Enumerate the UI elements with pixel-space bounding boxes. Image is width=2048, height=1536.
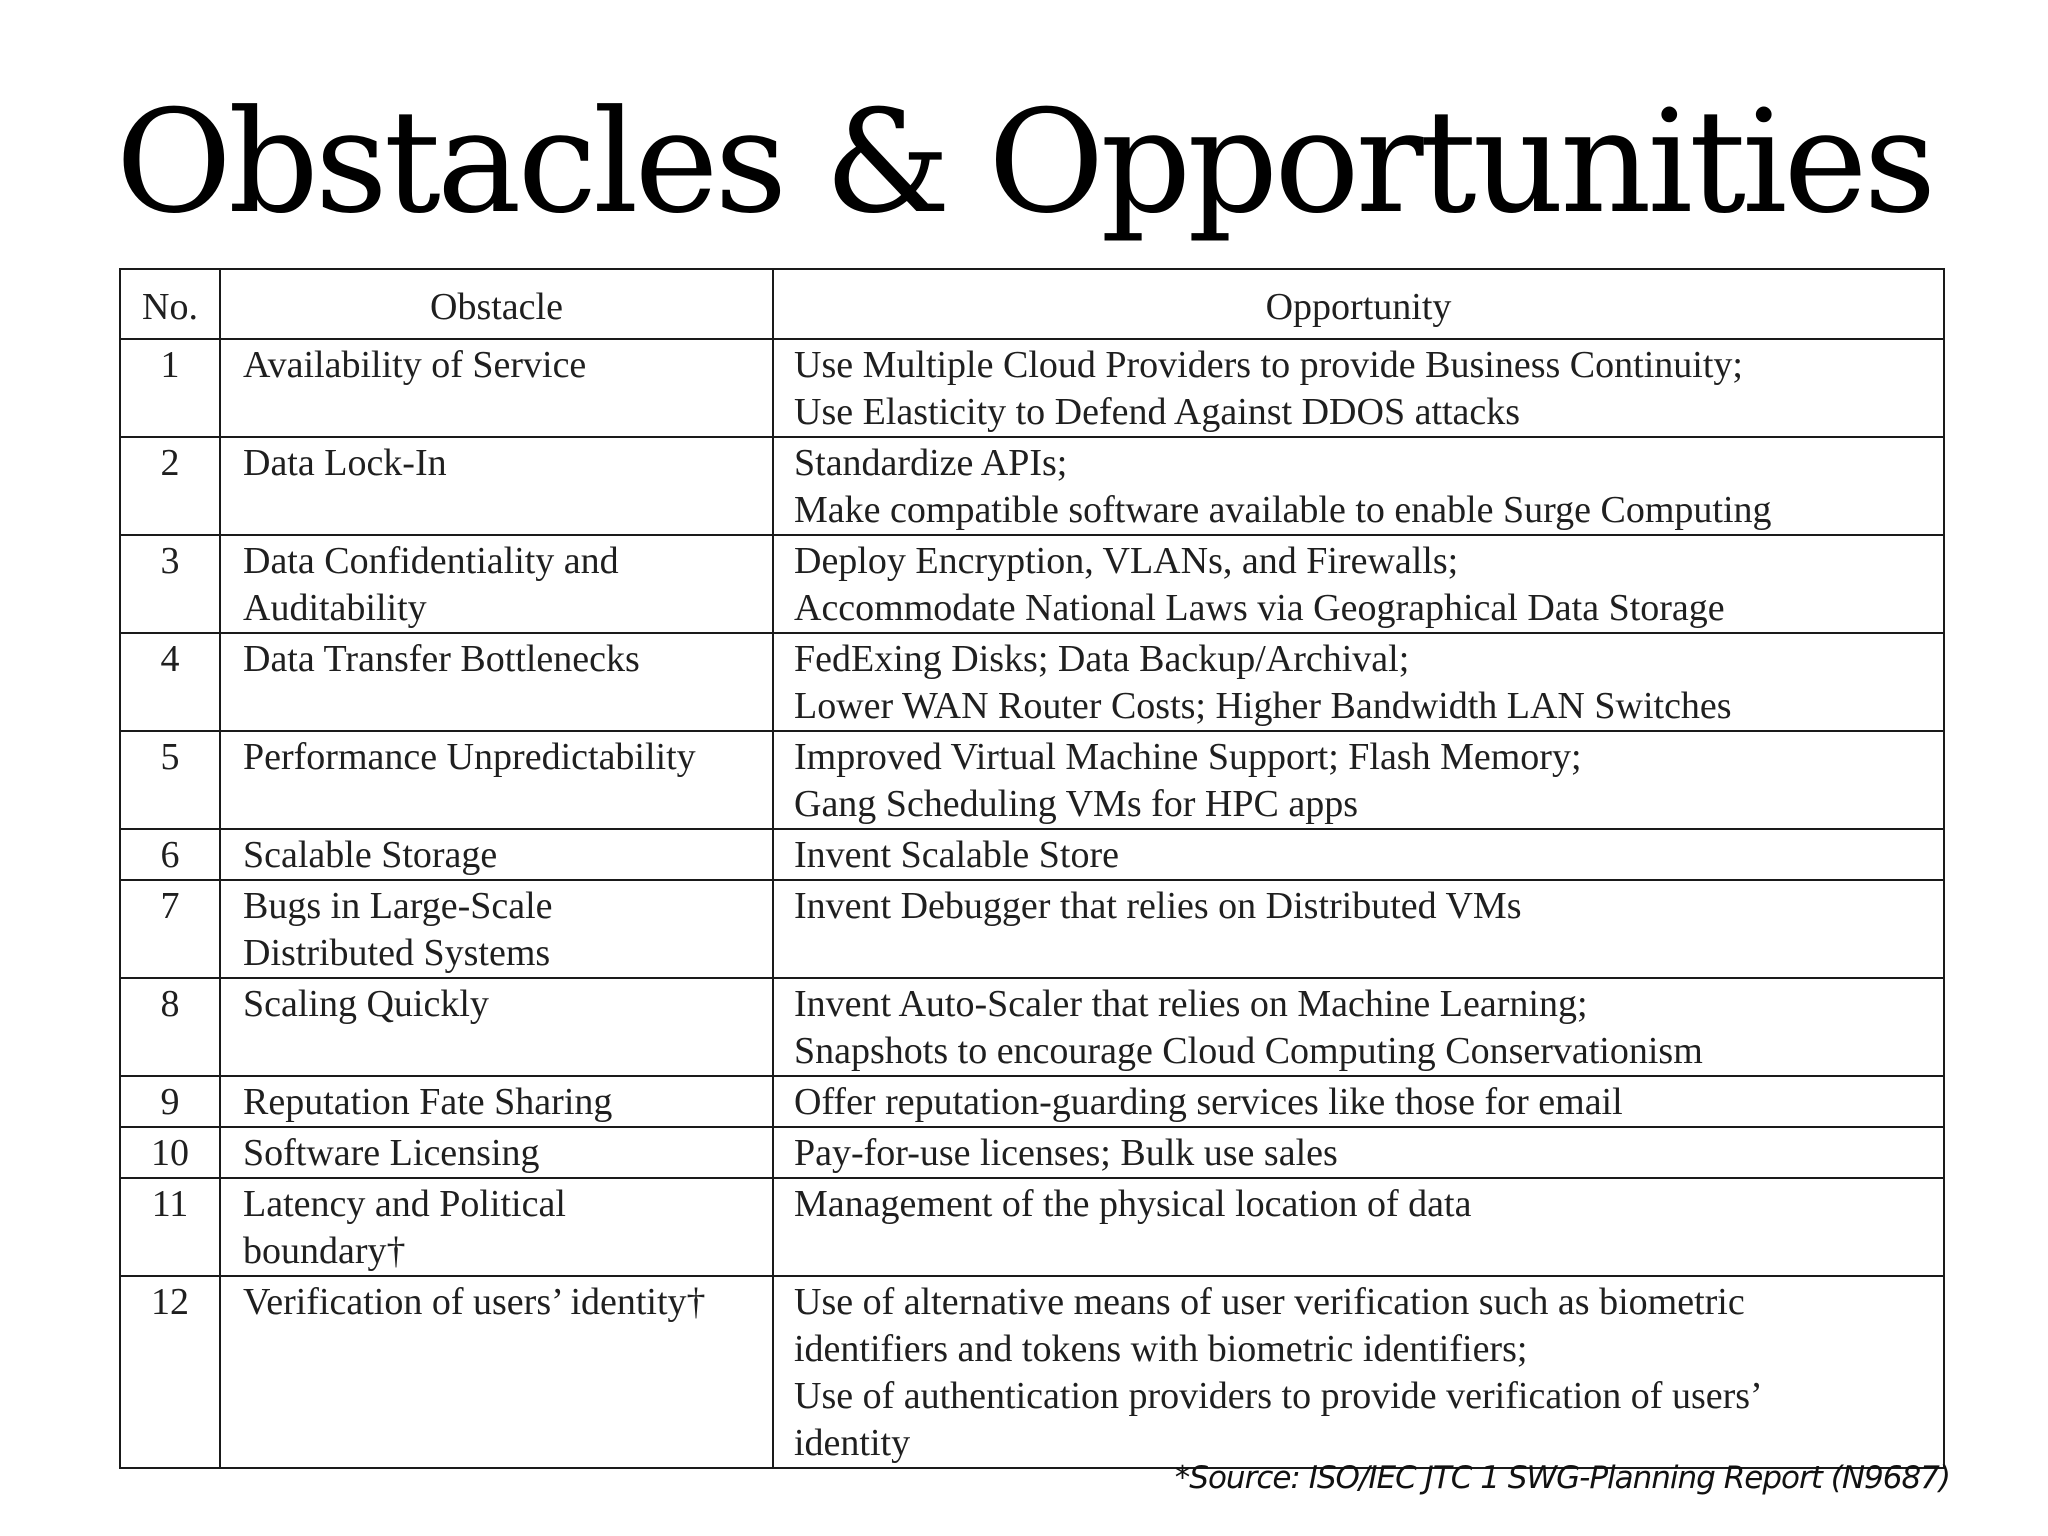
opportunity-cell [773,633,1944,731]
source-citation: *Source: ISO/IEC JTC 1 SWG-Planning Report (N9687) [1174,1460,1950,1496]
opportunity-cell [773,1178,1944,1276]
table-row [120,339,1944,437]
opportunity-text: Use of alternative means of user verification such as biometric [794,1281,1745,1323]
opportunity-text: Make compatible software available to enable Surge Computing [794,489,1772,531]
slide-title: Obstacles & Opportunities [115,80,1933,245]
obstacle-cell [220,978,773,1076]
opportunity-cell [773,1127,1944,1178]
table-row [120,1276,1944,1468]
table-row [120,880,1944,978]
obstacle-text: Availability of Service [243,344,587,386]
obstacle-text: Scalable Storage [243,834,498,876]
obstacle-cell [220,829,773,880]
opportunity-cell [773,339,1944,437]
opportunity-text: Offer reputation-guarding services like those for email [794,1081,1623,1123]
obstacle-text: Bugs in Large-Scale [243,885,553,927]
table-row [120,829,1944,880]
opportunity-cell [773,978,1944,1076]
obstacles-table-container [119,268,1945,1469]
table-row [120,1076,1944,1127]
opportunity-cell [773,437,1944,535]
table-row [120,1178,1944,1276]
obstacle-text: Distributed Systems [243,932,551,974]
row-number: 6 [120,829,220,880]
opportunity-text: FedExing Disks; Data Backup/Archival; [794,638,1410,680]
row-number: 7 [120,880,220,978]
obstacle-text: Verification of users’ identity† [243,1281,706,1323]
opportunity-text: Invent Debugger that relies on Distributed VMs [794,885,1522,927]
opportunity-cell [773,880,1944,978]
table-row [120,731,1944,829]
obstacle-cell [220,1076,773,1127]
table-row [120,535,1944,633]
header-opportunity: Opportunity [773,269,1944,339]
opportunity-text: identity [794,1422,911,1464]
obstacle-cell [220,535,773,633]
obstacle-cell [220,1127,773,1178]
obstacle-text: boundary† [243,1230,406,1272]
obstacle-cell [220,731,773,829]
obstacle-text: Reputation Fate Sharing [243,1081,613,1123]
opportunity-text: Use of authentication providers to provide verification of users’ [794,1375,1763,1417]
opportunity-text: Management of the physical location of data [794,1183,1472,1225]
obstacles-table [119,268,1945,1469]
opportunity-text: Pay-for-use licenses; Bulk use sales [794,1132,1338,1174]
table-header [120,269,1944,339]
row-number: 10 [120,1127,220,1178]
obstacle-text: Software Licensing [243,1132,540,1174]
table-row [120,978,1944,1076]
obstacle-cell [220,339,773,437]
opportunity-text: Use Multiple Cloud Providers to provide Business Continuity; [794,344,1743,386]
row-number: 9 [120,1076,220,1127]
row-number: 8 [120,978,220,1076]
opportunity-text: Accommodate National Laws via Geographical Data Storage [794,587,1725,629]
opportunity-cell [773,1076,1944,1127]
obstacle-text: Data Confidentiality and [243,540,619,582]
opportunity-cell [773,1276,1944,1468]
table-row [120,437,1944,535]
row-number: 12 [120,1276,220,1468]
table-body [120,339,1944,1468]
opportunity-text: Lower WAN Router Costs; Higher Bandwidth LAN Switches [794,685,1732,727]
obstacle-cell [220,633,773,731]
obstacle-cell [220,437,773,535]
opportunity-cell [773,829,1944,880]
obstacle-text: Scaling Quickly [243,983,489,1025]
row-number: 1 [120,339,220,437]
row-number: 11 [120,1178,220,1276]
table-header-row [120,269,1944,339]
obstacle-cell [220,880,773,978]
obstacle-text: Data Transfer Bottlenecks [243,638,640,680]
header-no: No. [120,269,220,339]
opportunity-text: Invent Scalable Store [794,834,1120,876]
obstacle-text: Data Lock-In [243,442,447,484]
opportunity-text: Use Elasticity to Defend Against DDOS attacks [794,391,1521,433]
row-number: 3 [120,535,220,633]
opportunity-text: Gang Scheduling VMs for HPC apps [794,783,1359,825]
table-row [120,633,1944,731]
opportunity-text: Improved Virtual Machine Support; Flash Memory; [794,736,1582,778]
row-number: 2 [120,437,220,535]
obstacle-text: Latency and Political [243,1183,566,1225]
opportunity-cell [773,731,1944,829]
row-number: 4 [120,633,220,731]
opportunity-text: identifiers and tokens with biometric identifiers; [794,1328,1528,1370]
obstacle-text: Auditability [243,587,427,629]
opportunity-cell [773,535,1944,633]
row-number: 5 [120,731,220,829]
opportunity-text: Snapshots to encourage Cloud Computing Conservationism [794,1030,1703,1072]
opportunity-text: Deploy Encryption, VLANs, and Firewalls; [794,540,1459,582]
opportunity-text: Invent Auto-Scaler that relies on Machine Learning; [794,983,1588,1025]
obstacle-text: Performance Unpredictability [243,736,696,778]
header-obstacle: Obstacle [220,269,773,339]
obstacle-cell [220,1276,773,1468]
opportunity-text: Standardize APIs; [794,442,1068,484]
table-row [120,1127,1944,1178]
obstacle-cell [220,1178,773,1276]
